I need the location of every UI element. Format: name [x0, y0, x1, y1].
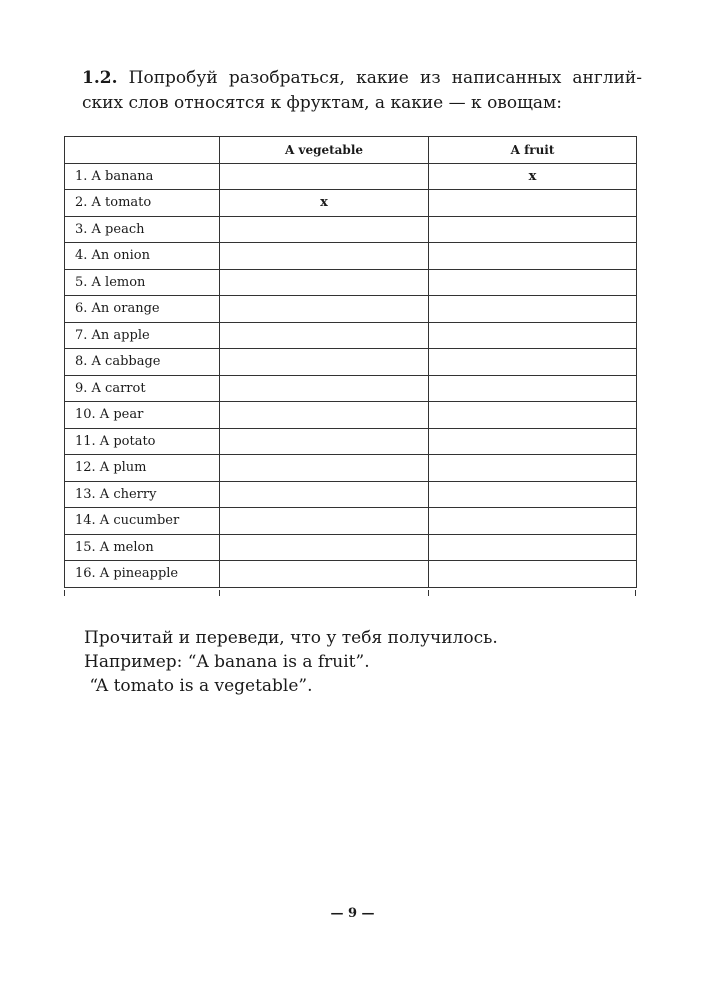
task-line-2: ских слов относятся к фруктам, а какие — к овощам:	[82, 93, 563, 113]
row-vegetable-cell[interactable]: x	[220, 190, 429, 217]
table-row	[65, 322, 637, 349]
row-vegetable-cell[interactable]	[220, 296, 429, 323]
row-vegetable-cell[interactable]	[220, 455, 429, 482]
table-row	[65, 561, 637, 588]
table-row	[65, 269, 637, 296]
row-fruit-cell[interactable]	[429, 243, 637, 270]
row-fruit-cell[interactable]	[429, 269, 637, 296]
row-fruit-cell[interactable]	[429, 349, 637, 376]
row-word: 2. A tomato	[65, 190, 220, 217]
row-word: 12. A plum	[65, 455, 220, 482]
row-vegetable-cell[interactable]	[220, 269, 429, 296]
row-fruit-cell[interactable]	[429, 428, 637, 455]
row-word: 14. A cucumber	[65, 508, 220, 535]
row-word: 3. A peach	[65, 216, 220, 243]
instruction-line-1: Прочитай и переведи, что у тебя получилось.	[84, 628, 498, 648]
table-row	[65, 481, 637, 508]
table-header-row	[65, 137, 637, 164]
row-vegetable-cell[interactable]	[220, 428, 429, 455]
table-row	[65, 455, 637, 482]
row-word: 9. A carrot	[65, 375, 220, 402]
row-word: 16. A pineapple	[65, 561, 220, 588]
row-fruit-cell[interactable]	[429, 508, 637, 535]
task-heading	[82, 66, 642, 116]
row-vegetable-cell[interactable]	[220, 508, 429, 535]
instruction-line-3: “A tomato is a vegetable”.	[84, 676, 313, 696]
table-row	[65, 163, 637, 190]
row-fruit-cell[interactable]	[429, 375, 637, 402]
row-vegetable-cell[interactable]	[220, 561, 429, 588]
row-vegetable-cell[interactable]	[220, 322, 429, 349]
instructions	[84, 626, 644, 698]
row-fruit-cell[interactable]: x	[429, 163, 637, 190]
row-word: 8. A cabbage	[65, 349, 220, 376]
table-edge-col1	[219, 590, 220, 596]
row-fruit-cell[interactable]	[429, 216, 637, 243]
row-vegetable-cell[interactable]	[220, 163, 429, 190]
table-row	[65, 375, 637, 402]
table-row	[65, 349, 637, 376]
row-vegetable-cell[interactable]	[220, 243, 429, 270]
row-vegetable-cell[interactable]	[220, 375, 429, 402]
vocabulary-table	[64, 136, 637, 588]
table-row	[65, 534, 637, 561]
row-vegetable-cell[interactable]	[220, 349, 429, 376]
row-vegetable-cell[interactable]	[220, 481, 429, 508]
row-fruit-cell[interactable]	[429, 322, 637, 349]
header-vegetable: A vegetable	[220, 137, 429, 164]
row-fruit-cell[interactable]	[429, 402, 637, 429]
table-edge-left	[64, 590, 65, 596]
row-word: 11. A potato	[65, 428, 220, 455]
row-word: 6. An orange	[65, 296, 220, 323]
row-fruit-cell[interactable]	[429, 455, 637, 482]
instruction-line-2: Например: “A banana is a fruit”.	[84, 652, 370, 672]
row-fruit-cell[interactable]	[429, 481, 637, 508]
row-word: 1. A banana	[65, 163, 220, 190]
page-number: — 9 —	[330, 906, 375, 921]
task-text-1: Попробуй разобраться, какие из написанных англий-	[128, 68, 642, 88]
table-row	[65, 402, 637, 429]
header-word	[65, 137, 220, 164]
row-word: 10. A pear	[65, 402, 220, 429]
task-line-1	[82, 66, 642, 91]
table-row	[65, 216, 637, 243]
table-edge-right	[635, 590, 636, 596]
table-edge-col2	[428, 590, 429, 596]
row-fruit-cell[interactable]	[429, 190, 637, 217]
table-row	[65, 296, 637, 323]
row-fruit-cell[interactable]	[429, 296, 637, 323]
row-vegetable-cell[interactable]	[220, 402, 429, 429]
row-word: 5. A lemon	[65, 269, 220, 296]
row-word: 7. An apple	[65, 322, 220, 349]
row-fruit-cell[interactable]	[429, 534, 637, 561]
table-row	[65, 428, 637, 455]
table-row	[65, 508, 637, 535]
row-word: 15. A melon	[65, 534, 220, 561]
row-word: 13. A cherry	[65, 481, 220, 508]
row-word: 4. An onion	[65, 243, 220, 270]
table-row	[65, 190, 637, 217]
header-fruit: A fruit	[429, 137, 637, 164]
row-vegetable-cell[interactable]	[220, 534, 429, 561]
table-row	[65, 243, 637, 270]
row-fruit-cell[interactable]	[429, 561, 637, 588]
task-number: 1.2.	[82, 68, 118, 88]
row-vegetable-cell[interactable]	[220, 216, 429, 243]
